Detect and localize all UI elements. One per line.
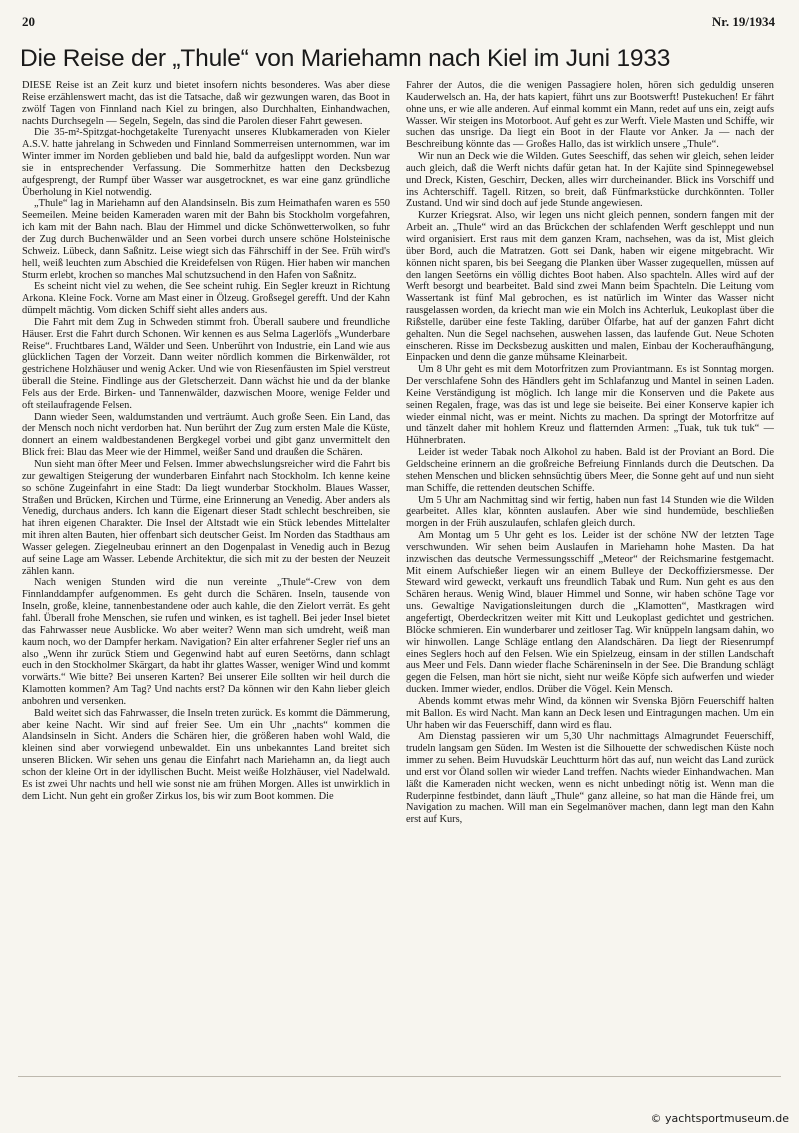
paragraph: Fahrer der Autos, die die wenigen Passagiere holen, hören sich geduldig unseren Kauderwelsch an. Ha, der hats kapiert, führt uns zur Bootswerft! Pustekuchen! Er fährt ohne uns, er wie alle anderen. Auf einmal kommt ein Mann, redet auf uns ein, zeigt aufs Wasser. Wir steigen ins Motorboot. Auf geht es zur Werft. Viele Masten und Schiffe, wir suchen das unsrige. Da liegt ein Boot in der Flaute vor Anker. Ja — nach der Beschreibung könnte das — Großes Hallo, das ist wirklich unsere „Thule“. <box>406 80 774 151</box>
paragraph: Es scheint nicht viel zu wehen, die See scheint ruhig. Ein Segler kreuzt in Richtung Arkona. Kleine Fock. Vorne am Mast einer in Ölzeug. Großsegel gerefft. Und der Kahn dümpelt mächtig. Vom dicken Schiff sieht alles anders aus. <box>22 281 390 317</box>
paragraph: „Thule“ lag in Mariehamn auf den Alandsinseln. Bis zum Heimathafen waren es 550 Seemeilen. Meine beiden Kameraden waren mit der Bahn bis Stockholm vorgefahren, ich kam mit der Bahn nach. Blau der Himmel und dicke Schönwetterwolken, so fuhr der Zug durch Buchenwälder und an Seen vorbei durch unsere schöne Holsteinische Schweiz. Lübeck, dann Saßnitz. Leise wiegt sich das Fährschiff in der See. Früh wird's hell, weiß leuchten zum Abschied die Kreidefelsen von Rügen. Hier haben wir manchen Sturm erlebt, krochen so manches Mal schutzsuchend in den Hafen von Saßnitz. <box>22 198 390 281</box>
paragraph: Bald weitet sich das Fahrwasser, die Inseln treten zurück. Es kommt die Dämmerung, aber keine Nacht. Wir sind auf freier See. Um ein Uhr „nachts“ kommen die Alandsinseln in Sicht. Anders die Schären hier, die größeren haben wohl Wald, die kleinen sind aber vorwiegend unbewaldet. Ein uns unbekanntes Land breitet sich unseren Blicken. Wir sehen uns genau die Einfahrt nach Mariehamn an, da liegt auch schon der kleine Ort in der idyllischen Bucht. Meist weiße Holzhäuser, viel Nadelwald. Es ist zwei Uhr nachts und hell wie sonst nie am frühen Morgen. Alles ist unwirklich in dem Licht. Nun geht ein großer Zirkus los, bis wir zum Boot kommen. Die <box>22 707 390 802</box>
paragraph: Um 8 Uhr geht es mit dem Motorfritzen zum Proviantmann. Es ist Sonntag morgen. Der verschlafene Sohn des Händlers geht im Schlafanzug und Mantel in seinen Laden. Keine Verständigung ist möglich. Ich lange mir die Konserven und die Pakete aus seinen Regalen, frage, was das ist und lege sie beiseite. Bei einer Konserve kapier ich wieder einmal nicht, was er meint. Nichts zu machen. Da springt der Motorfritze auf und tänzelt daher mit hohlem Kreuz und flatternden Armen: „Tuak, tuk tuk tuk“ — Hühnerbraten. <box>406 364 774 447</box>
article-title: Die Reise der „Thule“ von Mariehamn nach Kiel im Juni 1933 <box>20 45 671 72</box>
paragraph: Am Montag um 5 Uhr geht es los. Leider ist der schöne NW der letzten Tage verschwunden. Wir sehen beim Auslaufen in Mariehamn hohe Masten. Da hat inzwischen das deutsche Vermessungsschiff „Meteor“ der Reichsmarine festgemacht. Mit einem Aufschießer liegen wir an einem Bulleye der Deckoffiziersmesse. Der Steward wird geweckt, verkauft uns freundlich Tabak und Rum. Nun geht es aus den Schären heraus. Wenig Wind, blauer Himmel und Sonne, wir haben schöne Tage vor uns. Gewaltige Navigationsleitungen durch die „Klamotten“, Mastkragen wird angefertigt, Oberdeckritzen weiter mit Kitt und Leukoplast gedichtet und gestrichen. Blöcke schmieren. Ein wunderbarer und zeitloser Tag. Wir knüppeln langsam dahin, wo wir hinwollen. Lange Schläge entlang den Alandschären. Da liegt der Riesenrumpf eines Seglers hoch auf den Felsen. Wie ein Spielzeug, einsam in der stillen Landschaft aus Meer und Fels. Dann wieder flache Schäreninseln in der See. Die Brandung schlägt gegen die Felsen, man hört sie nicht, sieht nur weiße Köpfe sich aufwerfen und wieder ducken. Immer wieder, endlos. Drüber die Vögel. Kein Mensch. <box>406 530 774 696</box>
paragraph: Um 5 Uhr am Nachmittag sind wir fertig, haben nun fast 14 Stunden wie die Wilden gearbeitet. Alles klar, könnten auslaufen. Aber wie sind hundemüde, beschließen morgen in der Früh auszulaufen, schlafen gleich durch. <box>406 494 774 530</box>
paragraph: Die Fahrt mit dem Zug in Schweden stimmt froh. Überall saubere und freundliche Häuser. Erst die Fahrt durch Schonen. Wir kennen es aus Selma Lagerlöfs „Wunderbare Reise“. Fruchtbares Land, Wälder und Seen. Unberührt von Industrie, ein Land wie aus glücklichen Tagen der Vorzeit. Dann weiter nördlich kommen die Birkenwälder, rot gestrichene Holzhäuser und wenig Acker. Und wie von Riesenfäusten im Spiel verstreut überall die Steine. Findlinge aus der Gletscherzeit. Dann wächst hie und da der blanke Fels aus der Erde. Birken- und Tannenwälder, dazwischen Moore, wenige Felder und oft steilaufragende Felsen. <box>22 316 390 411</box>
paragraph: Nun sieht man öfter Meer und Felsen. Immer abwechslungsreicher wird die Fahrt bis zur gewaltigen Steigerung der wunderbaren Einfahrt nach Stockholm. Ich kenne keine so schöne Zugeinfahrt in eine Stadt: Da liegt wunderbar Stockholm. Blaues Wasser, Straßen und Brücken, Kirchen und Türme, eine Erinnerung an Venedig. Aber anders als Venedig, durchaus anders. Ich kann die Eigenart dieser Stadt schlecht beschreiben, sie hat ihren eigenen Charakter. Die Insel der Altstadt wie ein Stück lebendes Mittelalter mit ihren alten Bauten, hier offenbart sich deutscher Geist. Im Norden das Stadthaus am Wasser gelegen. Ziegelneubau erinnert an den Dogenpalast in Venedig auch in Bezug auf seine Lage am Wasser. Lebende Architektur, die sich mit zu der besten der Neuzeit zählen kann. <box>22 459 390 577</box>
copyright-notice[interactable]: © yachtsportmuseum.de <box>650 1112 789 1125</box>
left-column <box>22 80 390 1065</box>
paragraph: Abends kommt etwas mehr Wind, da können wir Svenska Björn Feuerschiff halten mit Ballon. Es wird Nacht. Man kann an Deck lesen und Eintragungen machen. Um ein Uhr haben wir das Feuerschiff, dann wird es flau. <box>406 695 774 731</box>
paragraph: Leider ist weder Tabak noch Alkohol zu haben. Bald ist der Proviant an Bord. Die Geldscheine erinnern an die großreiche Befreiung Finnlands durch die Deutschen. Da stehen Menschen und blicken sehnsüchtig übers Meer, die Sonne geht auf und nun sieht man Schiffe, die rettenden deutschen Schiffe. <box>406 447 774 494</box>
paragraph: Die 35-m²-Spitzgat-hochgetakelte Turenyacht unseres Klubkameraden von Kieler A.S.V. hatte jahrelang in Schweden und Finnland Sommerreisen unternommen, war im Winter immer im Norden geblieben und bald hie, bald da aufgeslippt worden. Nun war sie in entsprechender Verfassung. Die Sommerhitze hatten den Decksbezug aufgesprengt, der Rumpf über Wasser war ausgetrocknet, es war eine ganz gründliche Überholung in Kiel notwendig. <box>22 127 390 198</box>
paragraph: Wir nun an Deck wie die Wilden. Gutes Seeschiff, das sehen wir gleich, sehen leider auch gleich, daß die Werft nichts dafür getan hat. In der Kajüte sind Spinnegewebsel und Dreck, Kisten, Geschirr, Decken, alles wirr durcheinander. Blick ins Vorschiff und ins Achterschiff. Tagell. Ritzen, so breit, daß Fünfmarkstücke durchkönnten. Toller Zustand. Und wir sind doch auf jede Stunde angewiesen. <box>406 151 774 210</box>
paragraph: Kurzer Kriegsrat. Also, wir legen uns nicht gleich pennen, sondern fangen mit der Arbeit an. „Thule“ wird an das Brückchen der schlafenden Werft geschleppt und nun wird organisiert. Erst raus mit dem ganzen Kram, nachsehen, was da ist, Mist gleich über Bord, auch die Matratzen. Gott sei Dank, haben wir eigene mitgebracht. Wir können nicht sparen, bis bei Seegang die Planken über Wasser zugequellen, müssen auf den langen Seetörns ein völlig dichtes Boot haben. Also spachteln. Alles wird auf der Werft besorgt und bearbeitet. Bald sind zwei Mann beim Spachteln. Die Leitung vom Wassertank ist fünf Mal gebrochen, es ist natürlich im Winter das Wasser nicht rausgelassen worden, da kriecht man wie ein Molch ins Achterluk, Leukoplast über die Rißstelle, darüber eine feste Takling, darüber Ölfarbe, hat auf der ganzen Fahrt dicht gehalten. Nun die Segel nachsehen, auswehen lassen, das laufende Gut. Neue Schoten einscheren. Risse im Decksbezug auskitten und malen, Einbau der Kocheraufhängung, Einpacken und denn die ganze mühsame Kleinarbeit. <box>406 210 774 364</box>
paragraph: DIESE Reise ist an Zeit kurz und bietet insofern nichts besonderes. Was aber diese Reise erzählenswert macht, das ist die Tatsache, daß wir gezwungen waren, das Boot in zwölf Tagen von Finnland nach Kiel zu bringen, also Durchhalten, Einhandwachen, nachts Durchsegeln — Segeln, Segeln, das sind die Parolen dieser Fahrt gewesen. <box>22 80 390 127</box>
page-number: 20 <box>22 14 35 29</box>
issue-number: Nr. 19/1934 <box>711 14 775 29</box>
paragraph: Am Dienstag passieren wir um 5,30 Uhr nachmittags Almagrundet Feuerschiff, trudeln langsam gen Süden. Im Westen ist die Silhouette der schwedischen Küste noch immer zu sehen. Beim Huvudskär Leuchtturm hört das auf, nun weicht das Land zurück und erst vor Öland sollen wir wieder Land treffen. Nachts wieder Einhandwachen. Man läßt die Kameraden nicht wecken, wenn es nicht unbedingt nötig ist. Wenn man die Ruderpinne festbindet, dann läuft „Thule“ ganz alleine, so hat man die Hände frei, um Navigation zu machen. Will man ein Segelmanöver machen, dann legt man den Kahn erst auf Kurs, <box>406 731 774 826</box>
article-body <box>22 80 774 1065</box>
paragraph: Dann wieder Seen, waldumstanden und verträumt. Auch große Seen. Ein Land, das der Mensch noch nicht verdorben hat. Nun berührt der Zug zum ersten Male die Küste, donnert an einem waldbestandenen Bergkegel vorbei und gibt ganz unvermittelt den Blick frei: Blau das Meer wie der Himmel, weißer Sand und draußen die Schären. <box>22 411 390 459</box>
paragraph: Nach wenigen Stunden wird die nun vereinte „Thule“-Crew von dem Finnlanddampfer aufgenommen. Es geht durch die Schären. Inseln, tausende von Inseln, große, kleine, tannenbestandene oder auch kahle, die den Zielort verrät. Es geht fahl. Überall frohe Menschen, sie rufen und winken, es ist taghell. Bei jeder Insel bietet das Fahrwasser neue Ausblicke. Wo aber weiter? Wenn man sich umdreht, weiß man kaum noch, wo der Dampfer herkam. Navigation? Ein alter erfahrener Segler rief uns an also „Wenn ihr zurück Stiem und Gegenwind habt auf euren Seetörns, dann schlagt euch in den Stockholmer Skärgart, da habt ihr glattes Wasser, weniger Wind und kommt vorwärts.“ Wie bitte? Bei unseren Karten? Bei unserer Eile sollten wir heil durch die Klamotten kommen? Am Tag? Und nachts erst? Da können wir den Kahn lieber gleich anbohren und versenken. <box>22 577 390 707</box>
right-column <box>406 80 774 1065</box>
bottom-divider <box>18 1076 781 1077</box>
